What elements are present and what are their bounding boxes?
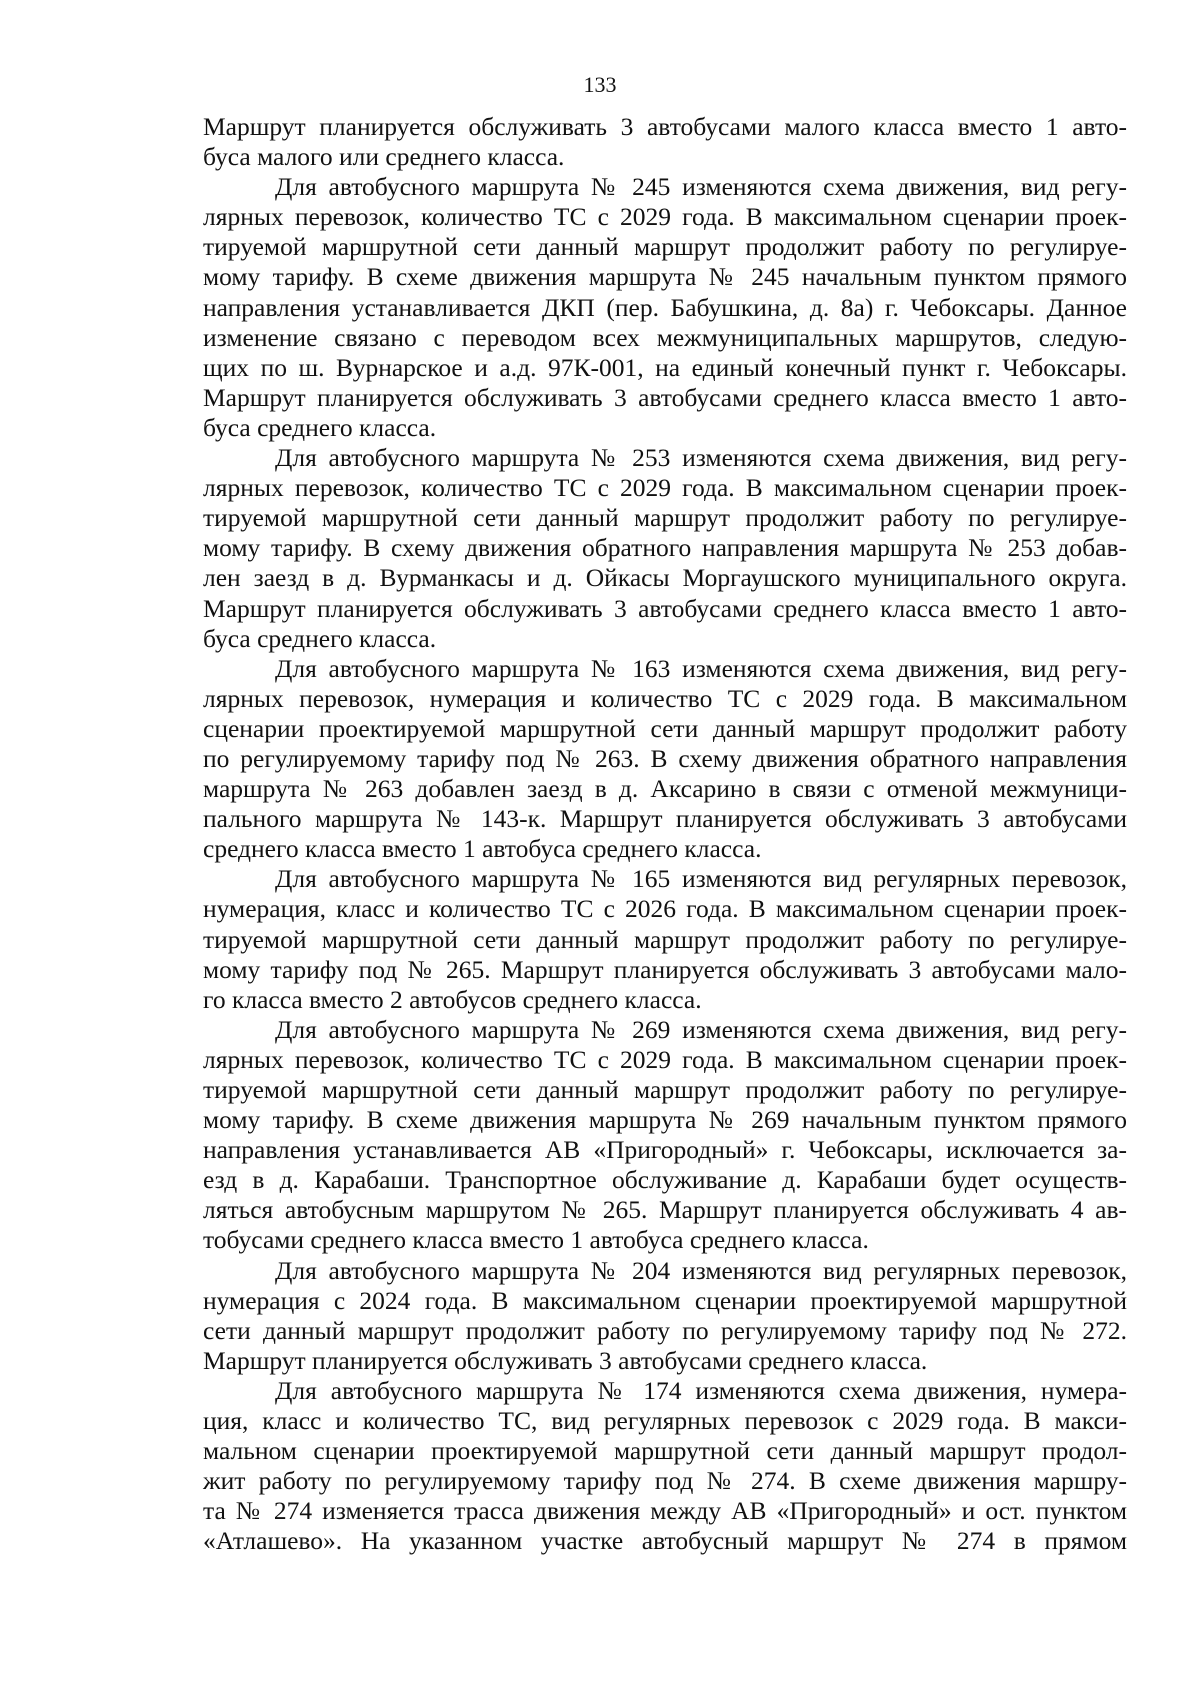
text-line: пального маршрута № 143-к. Маршрут планируется обслуживать 3 автобусами [203,804,1127,834]
text-line: Для автобусного маршрута № 165 изменяются вид регулярных перевозок, [275,864,1127,894]
paragraph [203,654,1127,865]
text-line: лен заезд в д. Вурманкасы и д. Ойкасы Моргаушского муниципального округа. [203,563,1127,593]
text-line: щих по ш. Вурнарское и а.д. 97К-001, на единый конечный пункт г. Чебоксары. [203,352,1127,382]
text-line: Для автобусного маршрута № 163 изменяются схема движения, вид регу- [275,653,1127,683]
text-line: ция, класс и количество ТС, вид регулярных перевозок с 2029 года. В макси- [203,1406,1127,1436]
text-line: тируемой маршрутной сети данный маршрут продолжит работу по регулируе- [203,924,1127,954]
paragraph [203,443,1127,654]
text-line: Маршрут планируется обслуживать 3 автобусами среднего класса вместо 1 авто- [203,593,1127,623]
text-line: лярных перевозок, количество ТС с 2029 года. В максимальном сценарии проек- [203,473,1127,503]
text-line: лярных перевозок, количество ТС с 2029 года. В максимальном сценарии проек- [203,1044,1127,1074]
text-line: по регулируемому тарифу под № 263. В схему движения обратного направления [203,743,1127,773]
text-line: лярных перевозок, нумерация и количество ТС с 2029 года. В максимальном [203,683,1127,713]
text-line: тируемой маршрутной сети данный маршрут продолжит работу по регулируе- [203,232,1127,262]
document-body [203,112,1127,1557]
paragraph [203,864,1127,1014]
text-line: направления устанавливается ДКП (пер. Бабушкина, д. 8а) г. Чебоксары. Данное [203,292,1127,322]
text-line: мому тарифу. В схеме движения маршрута № 269 начальным пунктом прямого [203,1105,1127,1135]
text-line: езд в д. Карабаши. Транспортное обслуживание д. Карабаши будет осуществ- [203,1165,1127,1195]
text-line: та № 274 изменяется трасса движения между АВ «Пригородный» и ост. пунктом [203,1496,1127,1526]
text-line: буса малого или среднего класса. [203,142,565,172]
text-line: тобусами среднего класса вместо 1 автобуса среднего класса. [203,1225,869,1255]
text-line: Для автобусного маршрута № 253 изменяются схема движения, вид регу- [275,443,1127,473]
text-line: сценарии проектируемой маршрутной сети данный маршрут продолжит работу [203,713,1127,743]
paragraph [203,1256,1127,1376]
text-line: буса среднего класса. [203,412,437,442]
paragraph [203,172,1127,443]
text-line: Для автобусного маршрута № 245 изменяются схема движения, вид регу- [275,172,1127,202]
text-line: жит работу по регулируемому тарифу под № 274. В схеме движения маршру- [203,1466,1127,1496]
text-line: мому тарифу под № 265. Маршрут планируется обслуживать 3 автобусами мало- [203,954,1127,984]
paragraph [203,1376,1127,1557]
paragraph [203,1015,1127,1256]
text-line: Маршрут планируется обслуживать 3 автобусами малого класса вместо 1 авто- [203,112,1127,141]
text-line: сети данный маршрут продолжит работу по регулируемому тарифу под № 272. [203,1315,1127,1345]
text-line: тируемой маршрутной сети данный маршрут продолжит работу по регулируе- [203,1075,1127,1104]
text-line: среднего класса вместо 1 автобуса среднего класса. [203,834,762,864]
text-line: Для автобусного маршрута № 269 изменяются схема движения, вид регу- [275,1014,1127,1044]
paragraph [203,112,1127,172]
text-line: Маршрут планируется обслуживать 3 автобусами среднего класса вместо 1 авто- [203,382,1127,412]
text-line: «Атлашево». На указанном участке автобусный маршрут № 274 в прямом [203,1526,1127,1556]
text-line: направления устанавливается АВ «Пригородный» г. Чебоксары, исключается за- [203,1135,1127,1165]
text-line: буса среднего класса. [203,623,437,653]
text-line: маршрута № 263 добавлен заезд в д. Аксарино в связи с отменой межмуници- [203,774,1127,804]
text-line: мому тарифу. В схеме движения маршрута № 245 начальным пунктом прямого [203,262,1127,292]
text-line: ляться автобусным маршрутом № 265. Маршрут планируется обслуживать 4 ав- [203,1195,1127,1225]
text-line: тируемой маршрутной сети данный маршрут продолжит работу по регулируе- [203,503,1127,533]
text-line: мальном сценарии проектируемой маршрутной сети данный маршрут продол- [203,1436,1127,1466]
text-line: нумерация с 2024 года. В максимальном сценарии проектируемой маршрутной [203,1285,1127,1315]
text-line: изменение связано с переводом всех межмуниципальных маршрутов, следую- [203,322,1127,352]
text-line: Для автобусного маршрута № 174 изменяются схема движения, нумера- [275,1375,1127,1405]
text-line: мому тарифу. В схему движения обратного направления маршрута № 253 добав- [203,533,1127,563]
text-line: нумерация, класс и количество ТС с 2026 года. В максимальном сценарии проек- [203,894,1127,924]
text-line: Для автобусного маршрута № 204 изменяются вид регулярных перевозок, [275,1255,1127,1285]
text-line: го класса вместо 2 автобусов среднего класса. [203,984,702,1014]
page-number: 133 [583,72,617,97]
text-line: лярных перевозок, количество ТС с 2029 года. В максимальном сценарии проек- [203,202,1127,232]
text-line: Маршрут планируется обслуживать 3 автобусами среднего класса. [203,1345,928,1375]
